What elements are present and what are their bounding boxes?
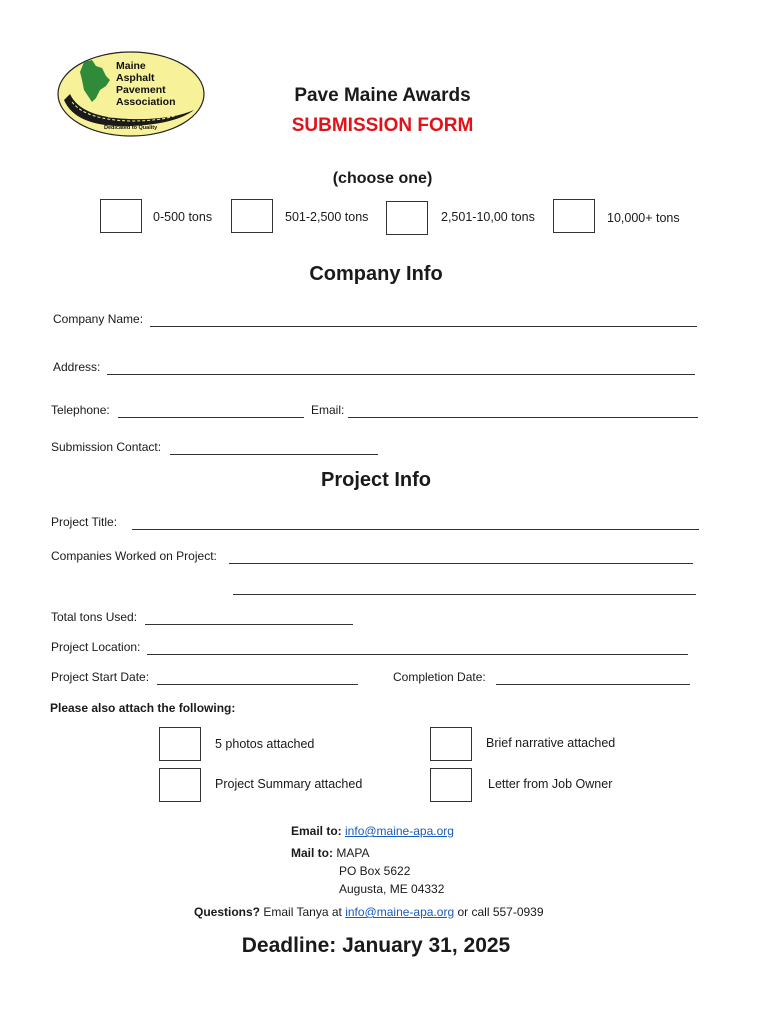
project-title-field[interactable] xyxy=(132,529,699,530)
deadline: Deadline: January 31, 2025 xyxy=(241,934,511,957)
tonnage-checkbox-2[interactable] xyxy=(386,201,428,235)
project-title-label: Project Title: xyxy=(51,515,118,529)
logo-line2: Asphalt xyxy=(116,72,155,84)
telephone-label: Telephone: xyxy=(51,403,110,417)
completion-date-label: Completion Date: xyxy=(393,670,486,684)
mail-to-label: Mail to: xyxy=(291,846,333,860)
mail-line-1: MAPA xyxy=(336,846,370,860)
email-field[interactable] xyxy=(348,417,698,418)
logo-line1: Maine xyxy=(116,60,146,72)
logo-line3: Pavement xyxy=(116,84,166,96)
telephone-field[interactable] xyxy=(118,417,304,418)
email-to-link[interactable]: info@maine-apa.org xyxy=(345,824,454,838)
submission-contact-field[interactable] xyxy=(170,454,378,455)
company-name-label: Company Name: xyxy=(53,312,144,326)
company-name-field[interactable] xyxy=(150,326,697,327)
attach-checkbox-photos[interactable] xyxy=(159,727,201,761)
tonnage-checkbox-3[interactable] xyxy=(553,199,595,233)
project-start-label: Project Start Date: xyxy=(51,670,150,684)
address-label: Address: xyxy=(53,360,101,374)
email-label: Email: xyxy=(311,403,345,417)
attach-label-summary: Project Summary attached xyxy=(215,777,363,791)
questions-text: Email Tanya at xyxy=(263,905,342,919)
company-info-heading: Company Info xyxy=(309,263,443,285)
attachments-heading: Please also attach the following: xyxy=(50,701,236,715)
project-location-label: Project Location: xyxy=(51,640,141,654)
mail-to-line xyxy=(291,846,369,860)
attach-label-letter: Letter from Job Owner xyxy=(488,777,613,791)
attach-checkbox-summary[interactable] xyxy=(159,768,201,802)
logo-abbrev: MAPA xyxy=(108,114,124,120)
total-tons-field[interactable] xyxy=(145,624,353,625)
email-to-line xyxy=(291,824,454,838)
address-field[interactable] xyxy=(107,374,695,375)
logo-tagline: Dedicated to Quality xyxy=(104,125,158,131)
companies-worked-field-2[interactable] xyxy=(233,594,696,595)
attach-label-photos: 5 photos attached xyxy=(215,737,315,751)
questions-line xyxy=(194,905,544,919)
email-to-label: Email to: xyxy=(291,824,342,838)
tonnage-checkbox-1[interactable] xyxy=(231,199,273,233)
total-tons-label: Total tons Used: xyxy=(51,610,138,624)
attach-checkbox-letter[interactable] xyxy=(430,768,472,802)
form-title: Pave Maine Awards xyxy=(294,85,471,106)
choose-one-label: (choose one) xyxy=(332,170,433,187)
tonnage-label-2: 2,501-10,00 tons xyxy=(441,210,535,224)
questions-tail: or call 557-0939 xyxy=(457,905,544,919)
project-start-field[interactable] xyxy=(157,684,358,685)
mail-line-3: Augusta, ME 04332 xyxy=(339,882,445,896)
questions-label: Questions? xyxy=(194,905,261,919)
tonnage-checkbox-0[interactable] xyxy=(100,199,142,233)
tonnage-label-3: 10,000+ tons xyxy=(607,211,680,225)
project-info-heading: Project Info xyxy=(320,469,431,491)
tonnage-label-0: 0-500 tons xyxy=(153,210,213,224)
companies-worked-field[interactable] xyxy=(229,563,693,564)
logo-line4: Association xyxy=(116,96,176,108)
questions-email-link[interactable]: info@maine-apa.org xyxy=(345,905,455,919)
submission-contact-label: Submission Contact: xyxy=(51,440,162,454)
attach-label-narrative: Brief narrative attached xyxy=(486,736,616,750)
project-location-field[interactable] xyxy=(147,654,688,655)
companies-worked-label: Companies Worked on Project: xyxy=(51,549,217,563)
tonnage-label-1: 501-2,500 tons xyxy=(285,210,369,224)
mail-line-2: PO Box 5622 xyxy=(339,864,411,878)
completion-date-field[interactable] xyxy=(496,684,690,685)
attach-checkbox-narrative[interactable] xyxy=(430,727,472,761)
form-subtitle: SUBMISSION FORM xyxy=(291,115,474,136)
